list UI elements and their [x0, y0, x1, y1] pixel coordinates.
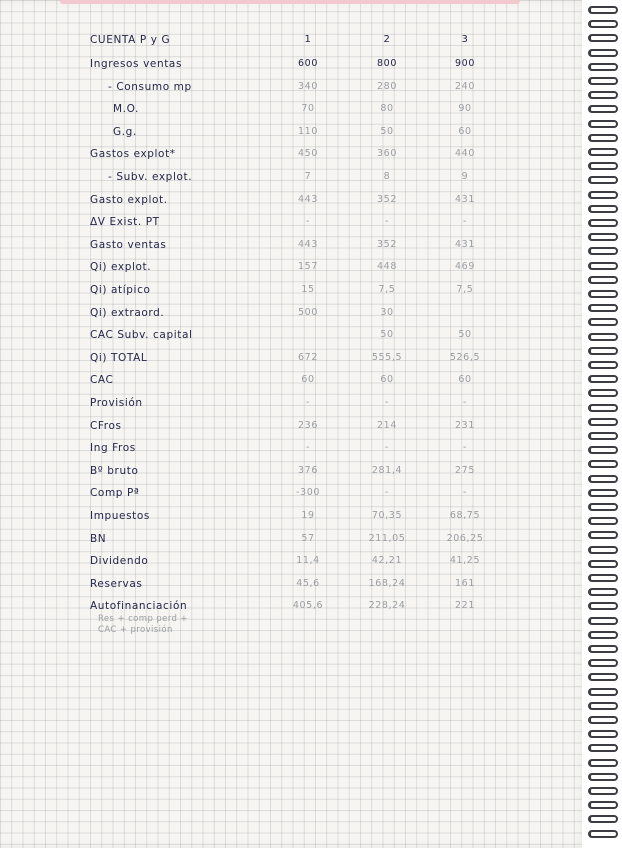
row-value-col1: 340 — [298, 80, 318, 92]
spiral-binding — [582, 0, 622, 848]
spiral-ring — [588, 659, 618, 667]
row-value-col1: 57 — [301, 532, 315, 544]
ledger-row — [0, 510, 588, 530]
spiral-ring — [588, 517, 618, 525]
spiral-ring — [588, 233, 618, 241]
spiral-ring — [588, 333, 618, 341]
spiral-ring — [588, 290, 618, 298]
row-label: Provisión — [90, 397, 143, 409]
row-value-col1: 7 — [304, 171, 312, 182]
spiral-ring — [588, 120, 618, 128]
spiral-ring — [588, 730, 618, 738]
spiral-ring — [588, 588, 618, 596]
row-label: CAC Subv. capital — [90, 329, 193, 342]
ledger-row — [0, 148, 588, 168]
spiral-ring — [588, 432, 618, 440]
row-value-col2: - — [384, 487, 390, 499]
spiral-ring — [588, 531, 618, 539]
spiral-ring — [588, 475, 618, 483]
row-value-col2: - — [384, 216, 390, 228]
row-label: Qi) atípico — [90, 284, 151, 296]
row-value-col3: 431 — [455, 193, 475, 205]
ledger-row — [0, 374, 588, 394]
row-value-col3: 469 — [455, 261, 475, 273]
row-value-col1: 443 — [298, 193, 318, 205]
row-value-col2: 211,05 — [368, 532, 406, 544]
spiral-ring — [588, 815, 618, 823]
spiral-ring — [588, 162, 618, 170]
row-value-col3: 221 — [455, 600, 475, 612]
ledger-row — [0, 442, 588, 462]
spiral-ring — [588, 602, 618, 610]
row-value-col2: 60 — [380, 374, 394, 386]
row-value-col2: 7,5 — [378, 284, 396, 295]
row-value-col1: 11,4 — [296, 555, 320, 567]
row-label: Gasto ventas — [90, 238, 167, 251]
ledger-row — [0, 465, 588, 485]
row-label: ΔV Exist. PT — [90, 216, 160, 229]
row-label: Bº bruto — [90, 464, 139, 477]
spiral-ring — [588, 787, 618, 795]
row-value-col3: 431 — [455, 238, 475, 250]
spiral-ring — [588, 773, 618, 781]
row-value-col1: 600 — [298, 58, 318, 69]
ledger-row — [0, 487, 588, 507]
row-label: Comp Pª — [90, 487, 140, 500]
column-1-header: 1 — [304, 34, 312, 45]
ledger-row — [0, 171, 588, 191]
spiral-ring — [588, 503, 618, 511]
spiral-ring — [588, 560, 618, 568]
row-value-col1: - — [305, 397, 311, 408]
row-label: CAC — [90, 374, 114, 387]
spiral-ring — [588, 617, 618, 625]
row-value-col2: 800 — [377, 58, 397, 69]
spiral-ring — [588, 6, 618, 14]
ledger-row — [0, 420, 588, 440]
row-value-col1: 45,6 — [296, 577, 320, 589]
row-value-col3: 161 — [455, 577, 475, 589]
spiral-ring — [588, 801, 618, 809]
spiral-ring — [588, 631, 618, 639]
row-value-col3: 440 — [455, 148, 475, 160]
ledger-row — [0, 58, 588, 78]
row-value-col1: 500 — [298, 306, 318, 318]
ledger-row — [0, 284, 588, 304]
row-label: Gasto explot. — [90, 193, 168, 206]
row-value-col1: 450 — [298, 148, 318, 160]
ledger-row — [0, 81, 588, 101]
row-label: Autofinanciación — [90, 600, 188, 613]
column-3-header: 3 — [461, 34, 469, 45]
row-value-col2: - — [384, 442, 390, 454]
spiral-ring — [588, 262, 618, 270]
ledger-row — [0, 555, 588, 575]
ledger-row — [0, 239, 588, 259]
row-value-col1: 15 — [301, 284, 315, 295]
spiral-ring — [588, 759, 618, 767]
spiral-ring — [588, 404, 618, 412]
spiral-ring — [588, 446, 618, 454]
row-value-col2: 280 — [377, 80, 397, 92]
ledger-row — [0, 578, 588, 598]
spiral-ring — [588, 77, 618, 85]
ledger-row — [0, 352, 588, 372]
row-value-col3: 68,75 — [449, 510, 481, 521]
row-value-col3: 900 — [455, 58, 475, 69]
row-value-col1: - — [305, 216, 311, 228]
ledger-row — [0, 307, 588, 327]
spiral-ring — [588, 361, 618, 369]
spiral-ring — [588, 716, 618, 724]
row-value-col2: 70,35 — [371, 510, 403, 521]
spiral-ring — [588, 276, 618, 284]
row-value-col1: 157 — [298, 261, 318, 273]
row-label: M.O. — [113, 103, 139, 116]
spiral-ring — [588, 546, 618, 554]
spiral-ring — [588, 673, 618, 681]
spiral-ring — [588, 489, 618, 497]
ledger-row — [0, 533, 588, 553]
spiral-ring — [588, 134, 618, 142]
row-label: CFros — [90, 419, 122, 432]
spiral-ring — [588, 247, 618, 255]
row-value-col2: 555,5 — [371, 351, 403, 363]
row-value-col2: 281,4 — [371, 464, 403, 476]
row-value-col2: 448 — [377, 261, 397, 273]
row-value-col2: 30 — [380, 306, 394, 318]
row-value-col2: 352 — [377, 193, 397, 205]
ledger-row — [0, 216, 588, 236]
row-value-col3: 90 — [458, 103, 472, 115]
row-label: Qi) extraord. — [90, 306, 165, 319]
sheet-title: CUENTA P y G — [90, 34, 171, 46]
ledger-row — [0, 194, 588, 214]
spiral-ring — [588, 191, 618, 199]
row-value-col3: 9 — [461, 171, 469, 182]
row-label: Reservas — [90, 577, 143, 590]
spiral-ring — [588, 389, 618, 397]
row-value-col3: - — [462, 397, 468, 408]
spiral-ring — [588, 304, 618, 312]
spiral-ring — [588, 219, 618, 227]
row-value-col1: 236 — [298, 419, 318, 431]
row-value-col2: 214 — [377, 419, 397, 431]
row-value-col2: 360 — [377, 148, 397, 160]
row-value-col3: 50 — [458, 329, 472, 341]
row-value-col3: - — [462, 442, 468, 454]
column-2-header: 2 — [383, 34, 391, 45]
row-label: Ing Fros — [90, 442, 136, 455]
row-label: - Consumo mp — [108, 80, 192, 93]
spiral-ring — [588, 460, 618, 468]
ledger-row — [0, 103, 588, 123]
header-row — [0, 34, 588, 54]
note-line: CAC + provisión — [98, 625, 173, 635]
row-value-col2: 228,24 — [368, 600, 406, 612]
row-value-col2: 42,21 — [371, 555, 403, 567]
spiral-ring — [588, 744, 618, 752]
spiral-ring — [588, 318, 618, 326]
row-label: Qi) explot. — [90, 261, 152, 274]
row-label: G.g. — [113, 125, 137, 138]
page-edge-strip — [60, 0, 520, 4]
row-value-col3: 231 — [455, 419, 475, 431]
row-label: Ingresos ventas — [90, 58, 183, 70]
ledger-row — [0, 126, 588, 146]
row-value-col3: 7,5 — [456, 284, 474, 295]
row-value-col3: 60 — [458, 125, 472, 137]
spiral-ring — [588, 63, 618, 71]
spiral-ring — [588, 176, 618, 184]
spiral-ring — [588, 20, 618, 28]
spiral-ring — [588, 418, 618, 426]
row-label: - Subv. explot. — [108, 171, 193, 183]
row-value-col3: 206,25 — [446, 532, 484, 544]
spiral-ring — [588, 574, 618, 582]
row-value-col1: 70 — [301, 103, 315, 115]
row-value-col3: 60 — [458, 374, 472, 386]
row-value-col2: 352 — [377, 238, 397, 250]
row-value-col1: 376 — [298, 464, 318, 476]
row-value-col3: 526,5 — [449, 351, 481, 363]
note-line: Res + comp perd + — [98, 614, 188, 624]
autofinanciacion-note — [98, 614, 298, 636]
spiral-ring — [588, 91, 618, 99]
spiral-ring — [588, 105, 618, 113]
row-value-col2: 50 — [380, 125, 394, 137]
row-label: Impuestos — [90, 510, 150, 522]
row-value-col1: 19 — [301, 510, 315, 521]
row-value-col3: 275 — [455, 464, 475, 476]
spiral-ring — [588, 688, 618, 696]
row-value-col1: -300 — [296, 487, 320, 499]
row-value-col2: 80 — [380, 103, 394, 115]
spiral-ring — [588, 148, 618, 156]
row-value-col2: 50 — [380, 329, 394, 341]
ledger-row — [0, 397, 588, 417]
row-label: BN — [90, 532, 107, 545]
row-value-col3: 41,25 — [449, 555, 481, 567]
spiral-ring — [588, 375, 618, 383]
spiral-ring — [588, 34, 618, 42]
spiral-ring — [588, 830, 618, 838]
row-value-col3: 240 — [455, 80, 475, 92]
row-value-col2: - — [384, 397, 390, 408]
ledger-row — [0, 329, 588, 349]
row-value-col3: - — [462, 487, 468, 499]
row-value-col2: 8 — [383, 171, 391, 182]
row-value-col1: 60 — [301, 374, 315, 386]
row-value-col1: 110 — [298, 125, 318, 137]
row-value-col1: 443 — [298, 238, 318, 250]
spiral-ring — [588, 205, 618, 213]
row-label: Qi) TOTAL — [90, 351, 148, 364]
spiral-ring — [588, 49, 618, 57]
row-value-col1: 405,6 — [292, 600, 324, 612]
row-label: Dividendo — [90, 555, 149, 568]
row-value-col1: 672 — [298, 351, 318, 363]
spiral-ring — [588, 347, 618, 355]
row-value-col1: - — [305, 442, 311, 454]
row-value-col2: 168,24 — [368, 577, 406, 589]
row-label: Gastos explot* — [90, 148, 176, 161]
spiral-ring — [588, 645, 618, 653]
spiral-ring — [588, 702, 618, 710]
ledger-row — [0, 261, 588, 281]
row-value-col3: - — [462, 216, 468, 228]
